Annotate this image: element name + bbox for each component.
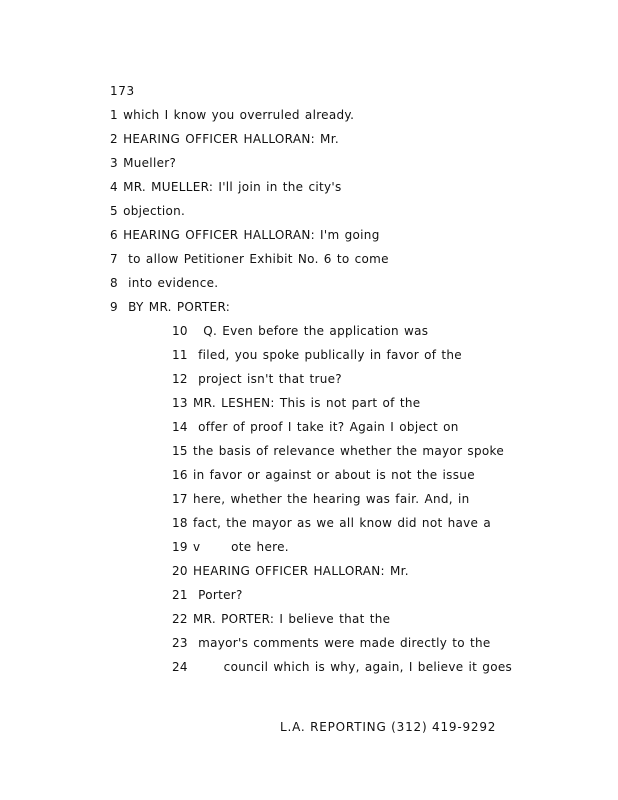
line-text: MR. LESHEN: This is not part of the — [193, 396, 421, 410]
line-text: objection. — [123, 204, 186, 218]
transcript-line-4 — [110, 180, 342, 194]
transcript-line-22 — [172, 612, 390, 626]
transcript-line-9 — [110, 300, 230, 314]
transcript-line-7 — [110, 252, 389, 266]
transcript-line-24 — [172, 660, 512, 674]
line-text: Mueller? — [123, 156, 177, 170]
line-number: 24 — [172, 660, 188, 674]
transcript-line-1 — [110, 108, 354, 122]
line-number: 12 — [172, 372, 188, 386]
line-text: in favor or against or about is not the issue — [193, 468, 475, 482]
line-text: the basis of relevance whether the mayor spoke — [193, 444, 505, 458]
line-text: BY MR. PORTER: — [128, 300, 231, 314]
line-text: Q. Even before the application was — [203, 324, 429, 338]
line-text: which I know you overruled already. — [123, 108, 355, 122]
page-number: 173 — [110, 84, 135, 98]
line-text: HEARING OFFICER HALLORAN: I'm going — [123, 228, 380, 242]
line-text: Porter? — [198, 588, 243, 602]
line-number: 2 — [110, 132, 118, 146]
transcript-line-5 — [110, 204, 185, 218]
line-text: project isn't that true? — [198, 372, 342, 386]
line-text: council which is why, again, I believe it goes — [193, 660, 513, 674]
transcript-line-19 — [172, 540, 289, 554]
line-text: mayor's comments were made directly to the — [198, 636, 491, 650]
transcript-line-10 — [172, 324, 428, 338]
line-text: fact, the mayor as we all know did not have a — [193, 516, 492, 530]
line-number: 23 — [172, 636, 188, 650]
line-number: 22 — [172, 612, 188, 626]
line-text: v ote here. — [193, 540, 289, 554]
line-number: 5 — [110, 204, 118, 218]
line-number: 15 — [172, 444, 188, 458]
line-number: 13 — [172, 396, 188, 410]
line-number: 20 — [172, 564, 188, 578]
transcript-line-16 — [172, 468, 475, 482]
transcript-line-6 — [110, 228, 380, 242]
transcript-line-12 — [172, 372, 342, 386]
transcript-line-14 — [172, 420, 459, 434]
line-text: here, whether the hearing was fair. And, in — [193, 492, 470, 506]
line-text: HEARING OFFICER HALLORAN: Mr. — [123, 132, 339, 146]
transcript-line-2 — [110, 132, 339, 146]
line-number: 19 — [172, 540, 188, 554]
line-number: 9 — [110, 300, 118, 314]
line-number: 21 — [172, 588, 188, 602]
line-number: 4 — [110, 180, 118, 194]
transcript-line-8 — [110, 276, 218, 290]
reporter-footer: L.A. REPORTING (312) 419-9292 — [280, 720, 497, 734]
line-number: 10 — [172, 324, 188, 338]
line-number: 8 — [110, 276, 118, 290]
line-number: 16 — [172, 468, 188, 482]
line-number: 18 — [172, 516, 188, 530]
transcript-line-20 — [172, 564, 409, 578]
transcript-line-17 — [172, 492, 470, 506]
line-text: MR. MUELLER: I'll join in the city's — [123, 180, 342, 194]
line-text: MR. PORTER: I believe that the — [193, 612, 391, 626]
line-number: 17 — [172, 492, 188, 506]
transcript-line-15 — [172, 444, 504, 458]
transcript-line-13 — [172, 396, 420, 410]
line-number: 14 — [172, 420, 188, 434]
transcript-line-21 — [172, 588, 243, 602]
transcript-line-3 — [110, 156, 176, 170]
line-text: filed, you spoke publically in favor of the — [198, 348, 462, 362]
transcript-line-23 — [172, 636, 491, 650]
line-number: 7 — [110, 252, 118, 266]
transcript-line-18 — [172, 516, 491, 530]
line-text: offer of proof I take it? Again I object on — [198, 420, 459, 434]
line-text: HEARING OFFICER HALLORAN: Mr. — [193, 564, 409, 578]
transcript-line-11 — [172, 348, 462, 362]
line-text: to allow Petitioner Exhibit No. 6 to come — [128, 252, 389, 266]
line-number: 11 — [172, 348, 188, 362]
line-number: 1 — [110, 108, 118, 122]
line-text: into evidence. — [128, 276, 219, 290]
line-number: 6 — [110, 228, 118, 242]
line-number: 3 — [110, 156, 118, 170]
